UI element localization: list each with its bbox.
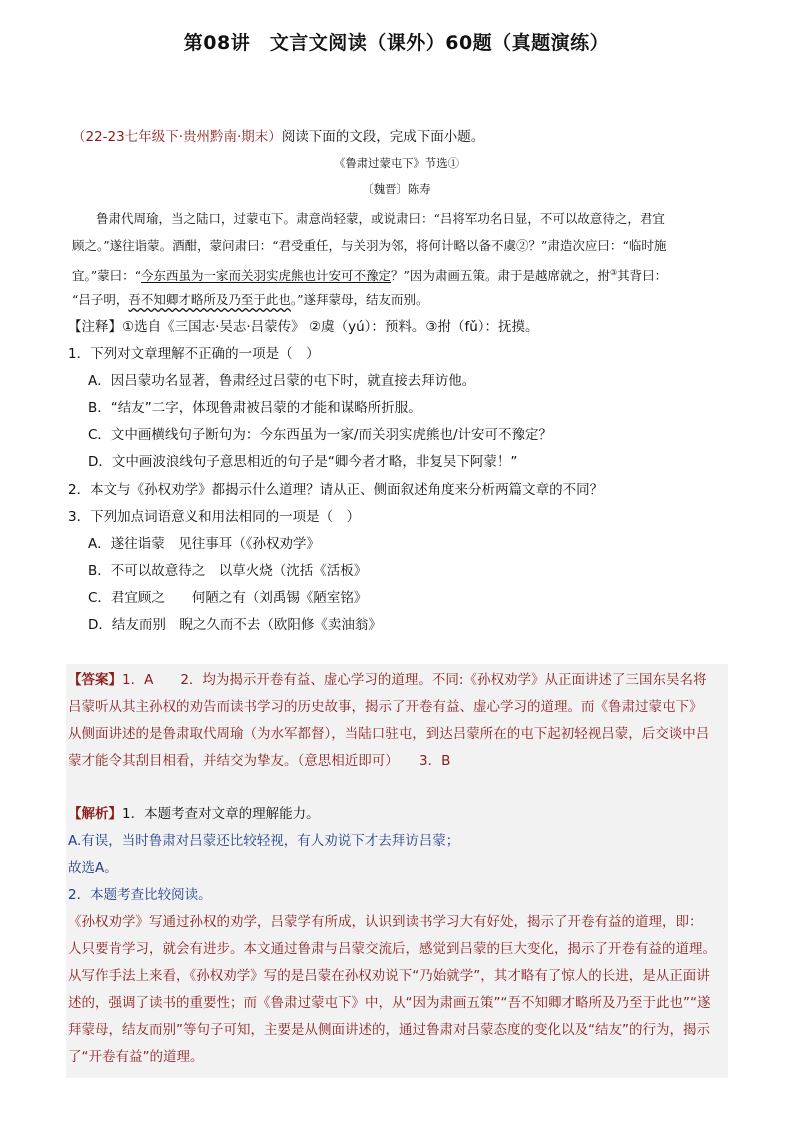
analysis-line-4: 2．本题考查比较阅读。 bbox=[68, 887, 212, 903]
intro-source: （22-23七年级下·贵州黔南·期末） bbox=[72, 129, 282, 145]
q3-option-c: C．君宜顾之 何陋之有（刘禹锡《陋室铭》 bbox=[88, 590, 368, 606]
q3-option-d: D．结友而别 睨之久而不去（欧阳修《卖油翁》 bbox=[88, 617, 382, 633]
answer-line-1: 【答案】1．A 2．均为揭示开卷有益、虚心学习的道理。不同:《孙权劝学》从正面讲述了三国东吴名将 bbox=[68, 672, 707, 688]
q1-option-a: A．因吕蒙功名显著，鲁肃经过吕蒙的屯下时，就直接去拜访他。 bbox=[88, 373, 476, 389]
analysis-line-10: 了“开卷有益”的道理。 bbox=[68, 1049, 204, 1065]
intro-line bbox=[72, 127, 484, 147]
analysis-line-7: 从写作手法上来看，《孙权劝学》写的是吕蒙在孙权劝说下“乃始就学”，其才略有了惊人的长进，是从正面讲 bbox=[68, 968, 710, 984]
wavy-underlined-sentence: 吾不知卿才略所及乃至于此也 bbox=[128, 292, 291, 307]
q1-option-b: B．“结友”二字，体现鲁肃被吕蒙的才能和谋略所折服。 bbox=[88, 400, 422, 416]
analysis-line-9: 拜蒙母，结友而别”等句子可知，主要是从侧面讲述的，通过鲁肃对吕蒙态度的变化以及“结友”的行为，揭示 bbox=[68, 1022, 710, 1038]
answer-line-4: 蒙才能令其刮目相看，并结交为挚友。（意思相近即可） 3．B bbox=[68, 753, 451, 769]
analysis-line-8: 述的，强调了读书的重要性；而《鲁肃过蒙屯下》中，从“因为肃画五策”“吾不知卿才略所及乃至于此也”“遂 bbox=[68, 995, 711, 1011]
analysis-line-5: 《孙权劝学》写通过孙权的劝学，吕蒙学有所成，认识到读书学习大有好处，揭示了开卷有益的道理，即： bbox=[68, 914, 703, 930]
analysis-line-2: A.有误，当时鲁肃对吕蒙还比较轻视，有人劝说下才去拜访吕蒙； bbox=[68, 833, 460, 849]
question-2: 2．本文与《孙权劝学》都揭示什么道理？请从正、侧面叙述角度来分析两篇文章的不同？ bbox=[68, 482, 604, 498]
passage-line-2: 顾之。”遂往诣蒙。酒酣，蒙问肃曰：“君受重任，与关羽为邻，将何计略以备不虞②？”肃造次应曰：“临时施 bbox=[72, 238, 667, 253]
answer-tag: 【答案】 bbox=[68, 672, 122, 688]
q3-option-b: B．不可以故意待之 以草火烧（沈括《活板》 bbox=[88, 563, 368, 579]
answer-line-3: 从侧面讲述的是鲁肃取代周瑜（为水军都督），当陆口驻屯，到达吕蒙所在的屯下起初轻视吕蒙，后交谈中吕 bbox=[68, 726, 710, 742]
answer-line-2: 吕蒙听从其主孙权的劝告而读书学习的历史故事，揭示了开卷有益、虚心学习的道理。而《鲁肃过蒙屯下》 bbox=[68, 699, 703, 715]
intro-text: 阅读下面的文段，完成下面小题。 bbox=[281, 129, 485, 145]
passage-author: 〔魏晋〕陈寿 bbox=[362, 182, 431, 196]
q1-option-d: D．文中画波浪线句子意思相近的句子是“卿今者才略，非复吴下阿蒙！” bbox=[88, 454, 518, 470]
analysis-tag: 【解析】 bbox=[68, 806, 122, 822]
question-1: 1．下列对文章理解不正确的一项是（ ） bbox=[68, 346, 320, 362]
analysis-line-3: 故选A。 bbox=[68, 860, 118, 876]
page-title: 第08讲 文言文阅读（课外）60题（真题演练） bbox=[183, 32, 610, 54]
passage-heading: 《鲁肃过蒙屯下》节选① bbox=[334, 156, 459, 170]
notes: 【注释】①选自《三国志·吴志·吕蒙传》 ②虞（yú）：预料。③拊（fǔ）：抚摸。 bbox=[68, 319, 539, 335]
question-3: 3．下列加点词语意义和用法相同的一项是（ ） bbox=[68, 509, 361, 525]
underlined-sentence: 今东西虽为一家而关羽实虎熊也计安可不豫定 bbox=[141, 268, 392, 284]
passage-line-3: 宜。”蒙曰：“今东西虽为一家而关羽实虎熊也计安可不豫定？”因为肃画五策。肃于是越席就之，拊③其背曰： bbox=[72, 268, 668, 284]
analysis-line-6: 人只要肯学习，就会有进步。本文通过鲁肃与吕蒙交流后，感觉到吕蒙的巨大变化，揭示了开卷有益的道理。 bbox=[68, 941, 716, 957]
q3-option-a: A．遂往诣蒙 见往事耳（《孙权劝学》 bbox=[88, 536, 320, 552]
passage-line-1: 鲁肃代周瑜，当之陆口，过蒙屯下。肃意尚轻蒙，或说肃曰：“吕将军功名日显，不可以故意待之，君宜 bbox=[96, 211, 665, 226]
passage-line-4: “吕子明，吾不知卿才略所及乃至于此也。”遂拜蒙母，结友而别。 bbox=[72, 292, 429, 307]
q1-option-c: C．文中画横线句子断句为：今东西虽为一家/而关羽实虎熊也/计安可不豫定？ bbox=[88, 427, 553, 443]
analysis-line-1: 【解析】1．本题考查对文章的理解能力。 bbox=[68, 806, 320, 822]
